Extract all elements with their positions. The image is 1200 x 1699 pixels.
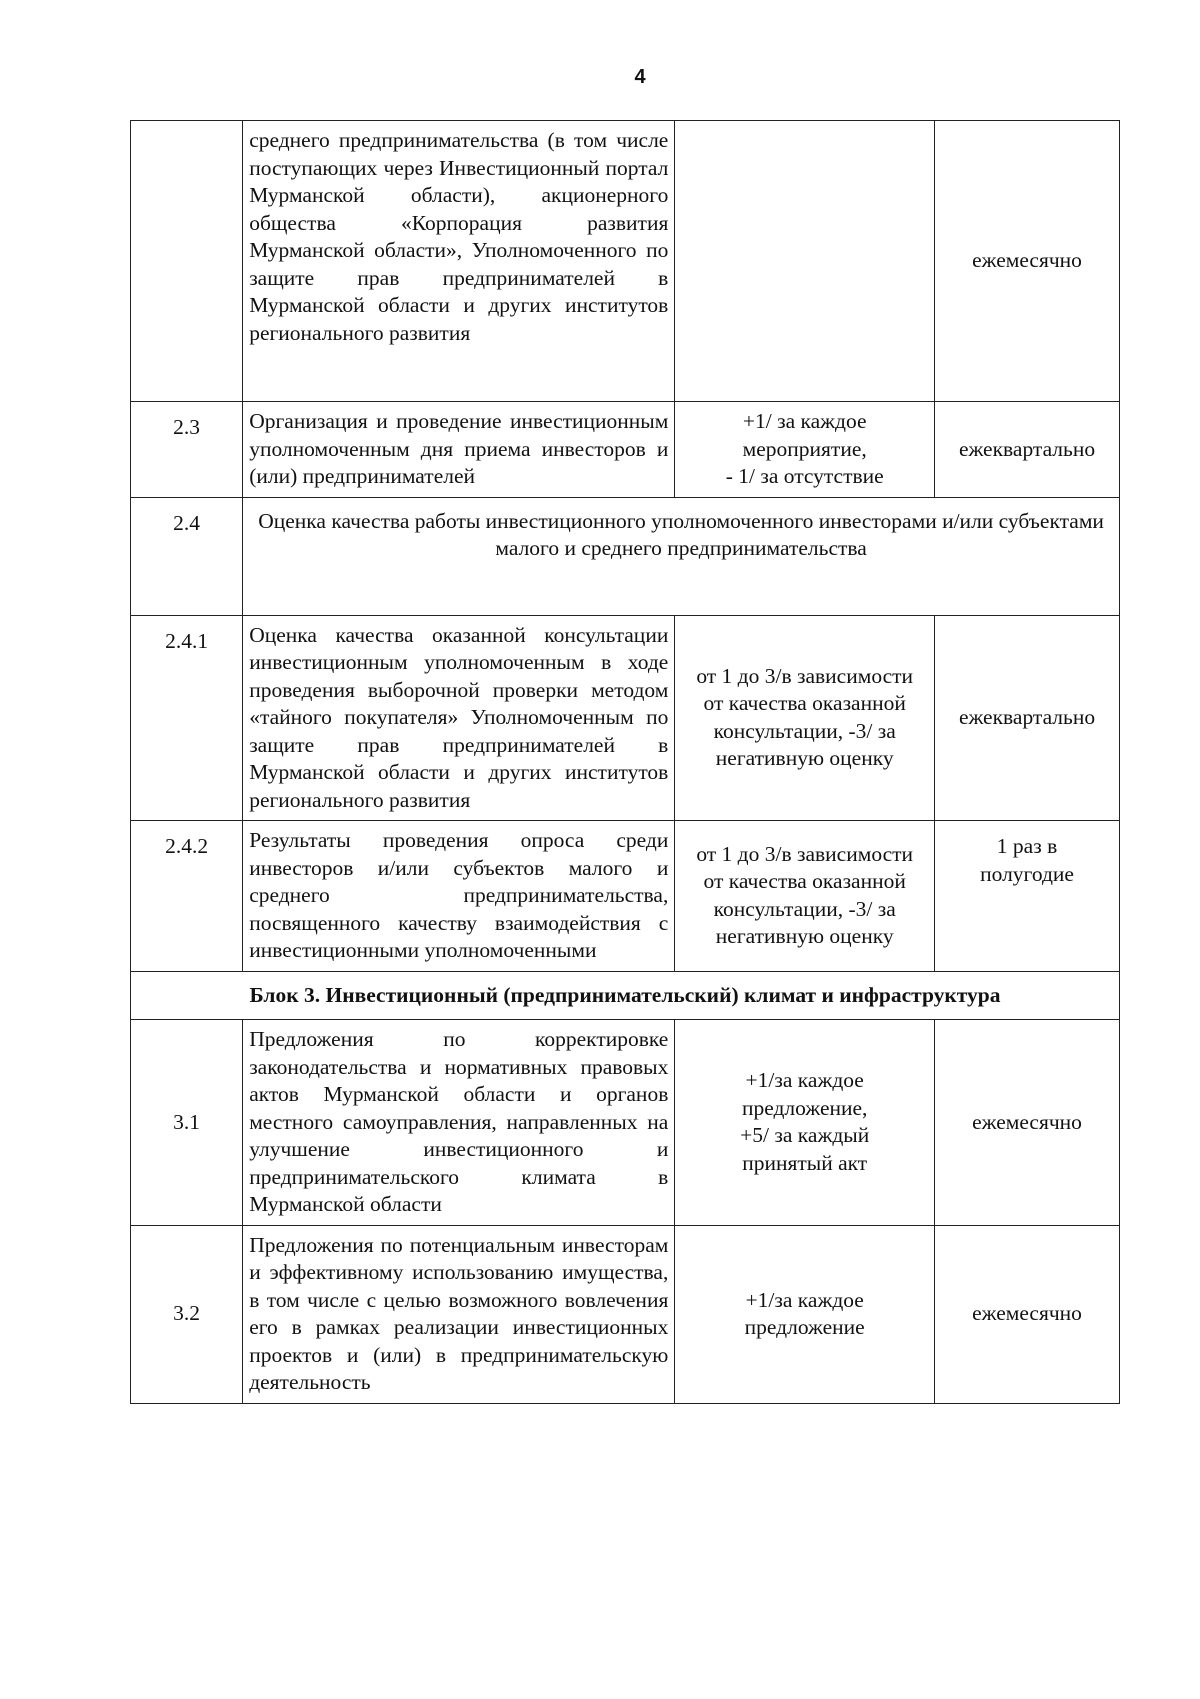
score-line: от качества оказанной (703, 691, 906, 716)
row-frequency: ежемесячно (935, 121, 1120, 402)
table-row (131, 121, 1120, 402)
table-row (131, 615, 1120, 821)
row-description: Организация и проведение инвестиционным уполномоченным дня приема инвесторов и (или) предпринимателей (243, 402, 675, 498)
score-line: от 1 до 3/в зависимости (696, 841, 914, 866)
score-line: негативную оценку (715, 746, 894, 771)
row-score (675, 1020, 935, 1226)
table-row (131, 402, 1120, 498)
score-line: +1/за каждое (745, 1287, 864, 1312)
row-score (675, 1225, 935, 1403)
score-line: консультации, -3/ за (713, 896, 896, 921)
row-score (675, 121, 935, 402)
score-line: +1/за каждое (745, 1068, 864, 1093)
row-description: Предложения по потенциальным инвесторам и эффективному использованию имущества, в том числе с целью возможного вовлечения его в рамках реализации инвестиционных проектов и (или) в предпринимательскую деятельность (243, 1225, 675, 1403)
row-number: 2.4 (131, 497, 243, 615)
score-line: от качества оказанной (703, 869, 906, 894)
block-heading: Блок 3. Инвестиционный (предпринимательский) климат и инфраструктура (131, 971, 1120, 1020)
row-frequency: ежеквартально (935, 615, 1120, 821)
row-section-description: Оценка качества работы инвестиционного уполномоченного инвесторами и/или субъектами малого и среднего предпринимательства (243, 497, 1120, 615)
row-description: Предложения по корректировке законодательства и нормативных правовых актов Мурманской области и органов местного самоуправления, направленных на улучшение инвестиционного и предпринимательского климата в Мурманской области (243, 1020, 675, 1226)
row-number: 2.3 (131, 402, 243, 498)
row-frequency: ежеквартально (935, 402, 1120, 498)
score-line: консультации, -3/ за (713, 718, 896, 743)
score-line: принятый акт (742, 1150, 868, 1175)
score-line: предложение, (741, 1095, 868, 1120)
score-line: негативную оценку (715, 924, 894, 949)
row-description: Результаты проведения опроса среди инвесторов и/или субъектов малого и среднего предпринимательства, посвященного качеству взаимодействия с инвестиционными уполномоченными (243, 821, 675, 972)
row-frequency: ежемесячно (935, 1225, 1120, 1403)
row-number: 3.1 (131, 1020, 243, 1226)
row-description: среднего предпринимательства (в том числе поступающих через Инвестиционный портал Мурманской области), акционерного общества «Корпорация развития Мурманской области», Уполномоченного по защите прав предпринимателей в Мурманской области и других институтов регионального развития (243, 121, 675, 402)
row-number: 3.2 (131, 1225, 243, 1403)
table-row (131, 497, 1120, 615)
frequency-line: полугодие (980, 861, 1074, 886)
scoring-table (130, 120, 1120, 1404)
score-line: +1/ за каждое (742, 409, 867, 433)
table-row (131, 1020, 1120, 1226)
row-number: 2.4.2 (131, 821, 243, 972)
row-number (131, 121, 243, 402)
row-description: Оценка качества оказанной консультации инвестиционным уполномоченным в ходе проведения выборочной проверки методом «тайного покупателя» Уполномоченным по защите прав предпринимателей в Мурманской области и других институтов регионального развития (243, 615, 675, 821)
row-frequency (935, 821, 1120, 972)
page-number: 4 (634, 66, 646, 88)
score-line: +5/ за каждый (740, 1123, 870, 1148)
table-row (131, 971, 1120, 1020)
row-score (675, 402, 935, 498)
frequency-line: 1 раз в (996, 834, 1058, 858)
row-score (675, 821, 935, 972)
table-row (131, 821, 1120, 972)
row-number: 2.4.1 (131, 615, 243, 821)
score-line: мероприятие, (742, 436, 867, 461)
row-score (675, 615, 935, 821)
table-row (131, 1225, 1120, 1403)
score-line: предложение (744, 1315, 865, 1339)
score-line: - 1/ за отсутствие (725, 464, 884, 488)
row-frequency: ежемесячно (935, 1020, 1120, 1226)
score-line: от 1 до 3/в зависимости (696, 663, 914, 688)
